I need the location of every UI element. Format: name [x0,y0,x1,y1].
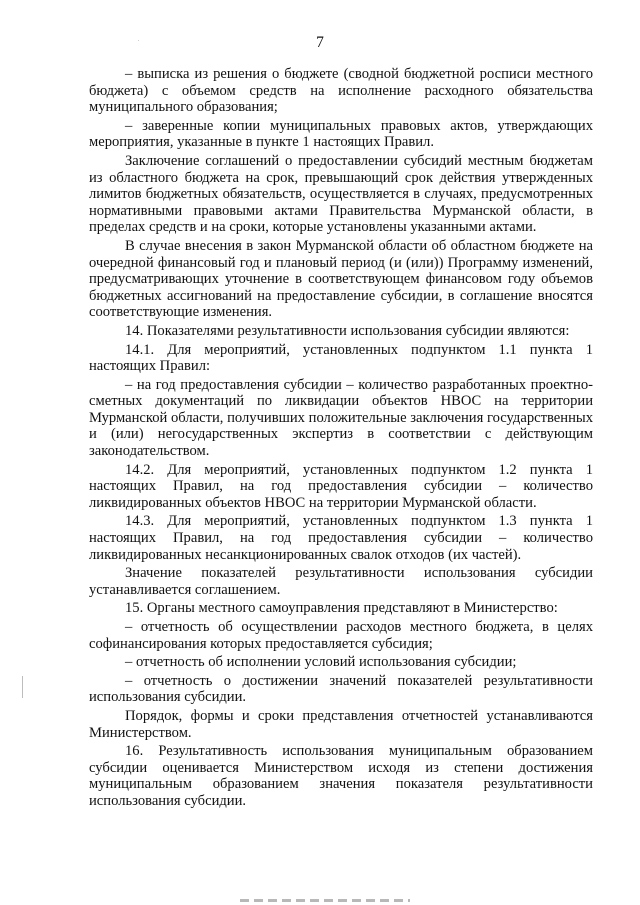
paragraph-indicator-values: Значение показателей результативности использования субсидии устанавливается соглашением. [89,565,593,598]
paragraph-extract-budget-decision: – выписка из решения о бюджете (сводной бюджетной росписи местного бюджета) с объемом средств на исполнение расходного обязательства муниципального образования; [89,66,593,116]
paragraph-14-2: 14.2. Для мероприятий, установленных подпунктом 1.2 пункта 1 настоящих Правил, на год предоставления субсидии – количество ликвидированных объектов НВОС на территории Мурманской области. [89,461,593,511]
scan-artifact [22,676,23,698]
paragraph-15-item-conditions: – отчетность об исполнении условий использования субсидии; [125,654,517,671]
footer-scan-marks [240,899,410,902]
paragraph-reporting-procedure: Порядок, формы и сроки представления отчетностей устанавливаются Министерством. [89,707,593,741]
page-number: 7 [316,34,324,51]
paragraph-agreements-term: Заключение соглашений о предоставлении субсидий местным бюджетам из областного бюджета на срок, превышающий срок действия утвержденных лимитов бюджетных обязательств, осуществляется в случаях, предусмотренных нормативными правовыми актами Правительства Мурманской области, в пределах средств и на сроки, которые установлены указанными актами. [89,152,593,236]
paragraph-16: 16. Результативность использования муниципальным образованием субсидии оценивается Министерством исходя из степени достижения муниципальным образованием значения показателя результативности использования субсидии. [89,743,593,809]
paragraph-14-3: 14.3. Для мероприятий, установленных подпунктом 1.3 пункта 1 настоящих Правил, на год предоставления субсидии – количество ликвидированных несанкционированных свалок отходов (их частей). [89,513,593,563]
paragraph-14: 14. Показателями результативности использования субсидии являются: [125,322,570,339]
paragraph-14-1-item: – на год предоставления субсидии – количество разработанных проектно-сметных документаций по ликвидации объектов НВОС на территории Мурманской области, получивших положительные заключения государственных и (или) негосударственных экспертиз в соответствии с действующим законодательством. [89,376,593,460]
scan-artifact-dot [138,40,139,41]
paragraph-15: 15. Органы местного самоуправления представляют в Министерство: [125,600,558,617]
document-body [89,66,593,812]
paragraph-15-item-expenses: – отчетность об осуществлении расходов местного бюджета, в целях софинансирования которых предоставляется субсидия; [89,619,593,652]
paragraph-15-item-indicators: – отчетность о достижении значений показателей результативности использования субсидии. [89,672,593,706]
paragraph-budget-law-changes: В случае внесения в закон Мурманской области об областном бюджете на очередной финансовый год и плановый период (и (или)) Программу изменений, предусматривающих уточнение в соответствующем финансовом году объемов бюджетных ассигнований на предоставление субсидии, в соглашение вносятся соответствующие изменения. [89,237,593,321]
paragraph-certified-copies: – заверенные копии муниципальных правовых актов, утверждающих мероприятия, указанные в пункте 1 настоящих Правил. [89,117,593,151]
paragraph-14-1: 14.1. Для мероприятий, установленных подпунктом 1.1 пункта 1 настоящих Правил: [89,341,593,375]
